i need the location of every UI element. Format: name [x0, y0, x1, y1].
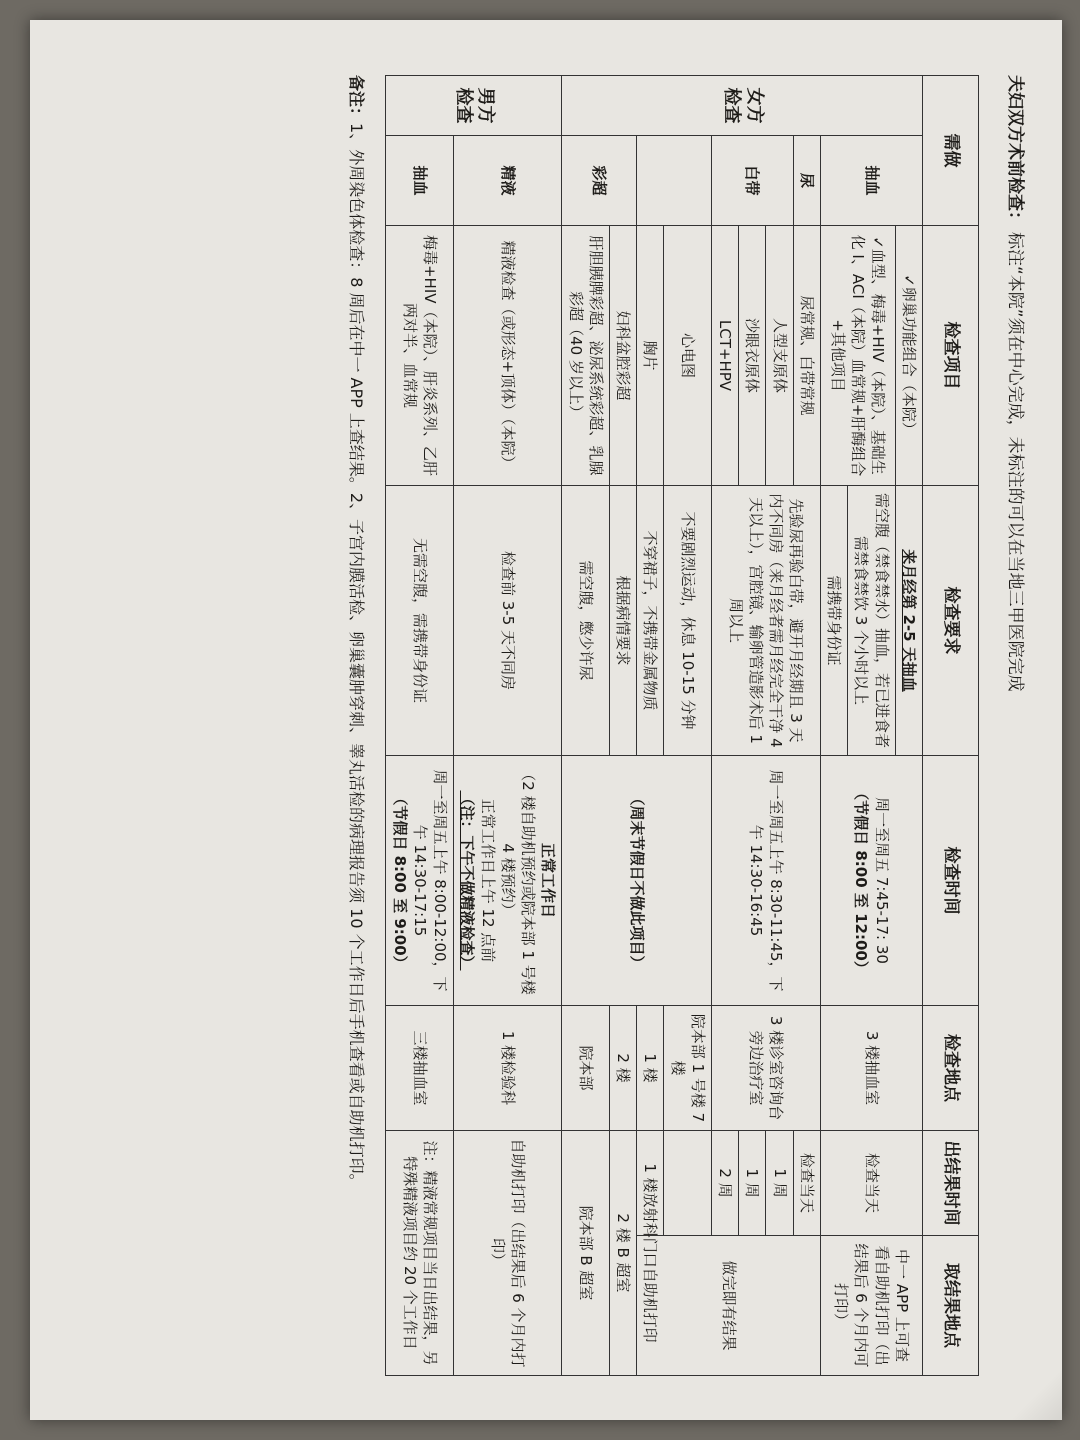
female-ultrasound-location1: 2 楼	[610, 1006, 637, 1131]
male-blood-req: 无需空腹，需携带身份证	[386, 486, 454, 756]
female-ultrasound-location2: 院本部	[562, 1006, 610, 1131]
male-semen-item: 精液检查（或形态+顶体）（本院）	[454, 226, 562, 486]
table-row	[386, 76, 454, 1376]
female-ecg-item: 心电图	[664, 226, 712, 486]
exam-table	[386, 75, 980, 1376]
table-header-row	[923, 76, 979, 1376]
female-ultrasound-req2: 需空腹，憋少许尿	[562, 486, 610, 756]
male-semen-req: 检查前 3-5 天不同房	[454, 486, 562, 756]
female-chest-location: 1 楼	[637, 1006, 664, 1131]
male-semen-time-main: 正常工作日上午 12 点前	[478, 798, 497, 963]
male-semen-location: 1 楼检验科	[454, 1006, 562, 1131]
document-title	[989, 75, 1041, 1375]
male-semen-pickup: 自助机打印（出结果后 6 个月内打印）	[454, 1131, 562, 1376]
female-ultrasound-pickup1: 2 楼 B 超室	[610, 1131, 637, 1376]
female-blood-req3: 需携带身份证	[821, 486, 848, 756]
male-blood-label: 抽血	[386, 136, 454, 226]
female-chest-req: 不穿裙子，不携带金属物质	[637, 486, 664, 756]
female-group-label: 女方检查	[562, 76, 923, 136]
footnote-label: 备注：	[347, 75, 367, 124]
female-leucorrhea-result3: 1 周	[739, 1131, 766, 1236]
female-ultrasound-pickup2: 院本部 B 超室	[562, 1131, 610, 1376]
male-semen-time	[454, 756, 562, 1006]
female-blood-item2: ✓血型、梅毒+HIV（本院）、基础生化 I、ACI（本院）血常规+肝酶组合+其他项目	[821, 226, 896, 486]
male-blood-time	[386, 756, 454, 1006]
table-row	[610, 76, 637, 1376]
female-ecg-result: 做完即有结果	[637, 1236, 821, 1376]
header-requirement: 检查要求	[923, 486, 979, 756]
rotated-document	[41, 35, 1051, 1415]
header-pickup: 取结果地点	[923, 1236, 979, 1376]
female-leucorrhea-req: 先验尿再验白带，避开月经期且 3 天内不同房（来月经者需月经完全干净 4 天以上），宫腔镜、输卵管造影术后 1 周以上	[712, 486, 821, 756]
female-ecg-spacer	[637, 136, 712, 226]
header-need: 需做	[923, 76, 979, 226]
male-semen-time-note: （注：下午不做精液检查）	[458, 790, 477, 971]
ultrasound-time-note: （2 楼自助机预约或院本部 1 号楼 4 楼预约）	[499, 766, 538, 995]
female-urine-result: 检查当天	[793, 1131, 820, 1236]
title-text: 标注“本院”须在中心完成，未标注的可以在当地三甲医院完成	[1005, 232, 1026, 692]
female-blood-label: 抽血	[821, 136, 923, 226]
female-blood-time-holiday: （节假日 8:00 至 12:00）	[852, 785, 871, 976]
female-leucorrhea-label: 白带	[712, 136, 794, 226]
ultrasound-time-title: 正常工作日	[539, 842, 558, 918]
female-leucorrhea-item2: 沙眼衣原体	[739, 226, 766, 486]
female-ecg-time: （周末节假日不做此项目）	[562, 756, 712, 1006]
female-blood-time	[821, 756, 923, 1006]
table-row	[562, 76, 610, 1376]
female-leucorrhea-time: 周一至周五上午 8:30-11:45，下午 14:30-16:45	[712, 756, 821, 1006]
table-row	[793, 76, 820, 1376]
male-blood-item: 梅毒+HIV（本院）、肝炎系列、乙肝两对半、血常规	[386, 226, 454, 486]
female-leucorrhea-item1: 人型支原体	[766, 226, 793, 486]
male-blood-location: 三楼抽血室	[386, 1006, 454, 1131]
female-blood-req2: 需空腹（禁食禁水）抽血，若已进食者需禁食禁饮 3 个小时以上	[848, 486, 896, 756]
female-blood-location: 3 楼抽血室	[821, 1006, 923, 1131]
female-blood-item1: ✓卵巢功能组合（本院）	[895, 226, 922, 486]
female-ecg-result-cell	[664, 1131, 712, 1236]
footnote-text: 1、外周染色体检查：8 周后在中一 APP 上查结果。2、子宫内膜活检、卵巢囊肿穿刺、睾丸活检的病理报告须 10 个工作日后手机查看或自助机打印。	[347, 123, 367, 1190]
female-blood-result-time: 检查当天	[821, 1131, 923, 1236]
female-blood-pickup: 中一 APP 上可查看自助机打印（出结果后 6 个月内可打印）	[821, 1236, 923, 1376]
female-urine-item: 尿常规、白带常规	[793, 226, 820, 486]
female-blood-time-main: 周一至周五 7:45-17: 30	[872, 797, 891, 964]
female-leucorrhea-result4: 2 周	[712, 1131, 739, 1236]
header-item: 检查项目	[923, 226, 979, 486]
male-group-label: 男方检查	[386, 76, 562, 136]
title-label: 夫妇双方术前检查：	[1005, 75, 1026, 228]
paper-shadow	[992, 1360, 1062, 1420]
female-ultrasound-item1: 妇科盆腔彩超	[610, 226, 637, 486]
female-urine-label: 尿	[793, 136, 820, 226]
table-row	[454, 76, 562, 1376]
male-blood-time-holiday: （节假日 8:00 至 9:00）	[390, 790, 409, 971]
female-leucorrhea-location: 3 楼诊室咨询台旁边治疗室	[712, 1006, 821, 1131]
footnote	[346, 75, 368, 1375]
female-ecg-location: 院本部 1 号楼 7 楼	[664, 1006, 712, 1131]
male-blood-pickup: 注：精液常规项目当日出结果，另特殊精液项目约 20 个工作日	[386, 1131, 454, 1376]
table-row	[895, 76, 922, 1376]
female-ultrasound-req1: 根据病情要求	[610, 486, 637, 756]
female-chest-item: 胸片	[637, 226, 664, 486]
header-result-time: 出结果时间	[923, 1131, 979, 1236]
female-ultrasound-label: 彩超	[562, 136, 637, 226]
female-leucorrhea-result2: 1 周	[766, 1131, 793, 1236]
header-location: 检查地点	[923, 1006, 979, 1131]
female-blood-req1: 来月经第 2-5 天抽血	[895, 486, 922, 756]
female-ultrasound-item2: 肝胆胰脾彩超、泌尿系统彩超、乳腺彩超（40 岁以上）	[562, 226, 610, 486]
male-blood-time-main: 周一至周五上午 8:00-12:00，下午 14:30-17:15	[411, 769, 450, 992]
document-sheet	[30, 20, 1062, 1420]
table-row	[637, 76, 664, 1376]
female-chest-pickup: 1 楼放射科门口自助机打印	[637, 1131, 664, 1376]
female-ecg-req: 不要剧烈运动，休息 10-15 分钟	[664, 486, 712, 756]
header-time: 检查时间	[923, 756, 979, 1006]
female-leucorrhea-item3: LCT+HPV	[712, 226, 739, 486]
table-row	[664, 76, 712, 1376]
male-semen-label: 精液	[454, 136, 562, 226]
